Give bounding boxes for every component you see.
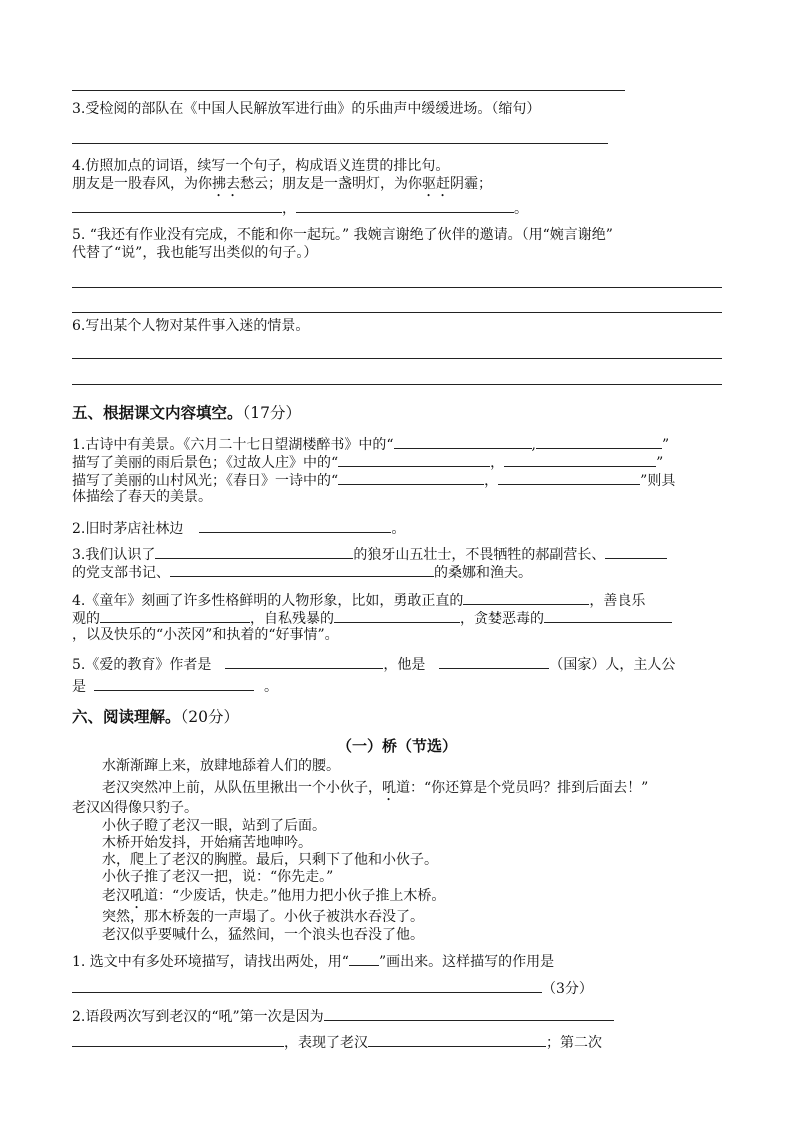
text: 的狼牙山五壮士，不畏牺牲的郝副营长、	[353, 547, 606, 563]
example-text: 朋友是一股春风，为你	[72, 176, 212, 192]
text: 1.古诗中有美景。《六月二十七日望湖楼醉书》中的“	[72, 437, 394, 453]
text: 2.语段两次写到老汉的“吼”第一次是因为	[72, 1009, 324, 1025]
text: 的桑娜和渔夫。	[434, 565, 532, 581]
passage-paragraph: 老汉似乎要喊什么，猛然间，一个浪头也吞没了他。	[102, 927, 424, 943]
section-title: 五、根据课文内容填空。	[72, 403, 243, 422]
s5-item4-line3: ，以及快乐的“小茨冈”和执着的“好事情”。	[72, 627, 339, 643]
s6-q2-line1	[72, 1006, 614, 1026]
q4-item6: 6.写出某个人物对某件事入迷的情景。	[72, 318, 310, 334]
text: ”画出来。这样描写的作用是	[378, 954, 555, 970]
answer-line[interactable]	[72, 143, 608, 144]
answer-blank[interactable]	[72, 1032, 284, 1047]
text: 5.《爱的教育》作者是	[72, 657, 212, 673]
passage-paragraph: 小伙子推了老汉一把，说：“你先走。”	[102, 869, 334, 885]
answer-blank[interactable]	[463, 590, 589, 605]
passage-paragraph: 水，爬上了老汉的胸膛。最后，只剩下了他和小伙子。	[102, 852, 438, 868]
text: 4.《童年》刻画了许多性格鲜明的人物形象，比如，勇敢正直的	[72, 593, 464, 609]
q4-item4-example	[72, 175, 492, 200]
answer-blank[interactable]	[94, 676, 254, 691]
text: 1. 选文中有多处环境描写，请找出两处，用“	[72, 954, 349, 970]
text: 是	[72, 679, 86, 695]
text: （国家）人，主人公	[549, 657, 676, 673]
s5-item3-line1	[72, 544, 667, 564]
q4-item5-line1: 5. “我还有作业没有完成，不能和你一起玩。” 我婉言谢绝了伙伴的邀请。（用“婉言谢绝”	[72, 227, 613, 243]
answer-blank[interactable]	[199, 518, 391, 533]
s6-q1-line2	[72, 978, 593, 998]
text: ”	[661, 437, 670, 453]
separator: 。	[514, 201, 528, 217]
s5-item3-line2	[72, 562, 532, 582]
s6-q1-line1	[72, 951, 554, 971]
example-text: 阴霾；	[450, 176, 492, 192]
s5-item1-line2	[72, 452, 663, 472]
q4-item5-line2: 代替了“说”，我也能写出类似的句子。）	[72, 245, 318, 261]
text: 观的	[72, 611, 100, 627]
section-points: （20分）	[180, 708, 239, 726]
text: ”则具	[640, 473, 676, 489]
passage-paragraph: 小伙子瞪了老汉一眼，站到了后面。	[102, 818, 326, 834]
answer-blank[interactable]	[605, 544, 667, 559]
dotted-word: 拂去	[212, 176, 240, 192]
text: 2.旧时茅店社林边	[72, 521, 184, 537]
s5-item2	[72, 518, 405, 538]
passage-paragraph: 老汉凶得像只豹子。	[72, 800, 198, 816]
text: 老汉突然冲上前，从队伍里揪出一个小伙子，	[102, 780, 382, 796]
text: 描写了美丽的山村风光；《春日》一诗中的“	[72, 473, 339, 489]
text: ，	[490, 455, 505, 471]
answer-blank[interactable]	[100, 608, 250, 623]
text: ，贪婪恶毒的	[460, 611, 544, 627]
text: 3.我们认识了	[72, 547, 156, 563]
answer-blank[interactable]	[225, 654, 383, 669]
text: 。	[391, 521, 406, 537]
passage-paragraph: 水渐渐蹿上来，放肆地舔着人们的腰。	[102, 758, 340, 774]
text: ，表现了老汉	[284, 1035, 368, 1051]
text: 。	[264, 679, 278, 695]
section-6-heading	[72, 707, 239, 727]
section-title: 六、阅读理解。	[72, 707, 181, 726]
text: 道：“少废话，快走。”他用力把小伙子推上木桥。	[144, 888, 446, 904]
answer-blank[interactable]	[504, 452, 656, 467]
answer-blank[interactable]	[334, 608, 460, 623]
answer-blank[interactable]	[72, 198, 282, 213]
q4-item4: 4.仿照加点的词语，续写一个句子，构成语义连贯的排比句。	[72, 158, 450, 174]
text: ，	[484, 473, 499, 489]
passage-title: （一）桥（节选）	[336, 737, 457, 755]
text: ；第二次	[546, 1035, 602, 1051]
s5-item1-line3	[72, 470, 675, 490]
answer-blank[interactable]	[368, 1032, 546, 1047]
text: 道：“你还算是个党员吗？排到后面去！”	[396, 780, 649, 796]
text: ,	[531, 437, 536, 453]
passage-paragraph: 突然，那木桥轰的一声塌了。小伙子被洪水吞没了。	[102, 909, 424, 925]
answer-blank[interactable]	[296, 198, 514, 213]
answer-blank[interactable]	[338, 470, 484, 485]
dotted-word: 驱赶	[422, 176, 450, 192]
q4-item3: 3.受检阅的部队在《中国人民解放军进行曲》的乐曲声中缓缓进场。（缩句）	[72, 101, 541, 117]
s6-q2-line2	[72, 1032, 602, 1052]
section-points: （17分）	[242, 404, 301, 422]
dotted-word: 吼	[382, 780, 396, 796]
text: ，善良乐	[589, 593, 646, 609]
text: 的党支部书记、	[72, 565, 170, 581]
answer-blank[interactable]	[536, 434, 662, 449]
s5-item1-line1	[72, 434, 669, 454]
q4-item4-answer	[72, 198, 528, 218]
s5-item5-line1	[72, 654, 675, 674]
text: 老汉	[102, 888, 130, 904]
separator: ，	[282, 201, 296, 217]
answer-blank[interactable]	[170, 562, 434, 577]
s5-item4-line1	[72, 590, 645, 610]
answer-line[interactable]	[72, 358, 722, 359]
answer-line[interactable]	[72, 287, 722, 288]
answer-line[interactable]	[72, 384, 722, 385]
score: （3分）	[542, 981, 593, 997]
section-5-heading	[72, 403, 301, 423]
s5-item4-line2	[72, 608, 672, 628]
answer-blank[interactable]	[394, 434, 532, 449]
answer-blank[interactable]	[324, 1006, 614, 1021]
underline-mark	[349, 951, 379, 966]
text: ，自私残暴的	[250, 611, 334, 627]
text: 描写了美丽的雨后景色；《过故人庄》中的“	[72, 455, 339, 471]
dotted-word: 吼	[130, 888, 144, 904]
answer-blank[interactable]	[155, 544, 353, 559]
answer-blank[interactable]	[72, 978, 542, 993]
answer-line[interactable]	[72, 312, 722, 313]
example-text: 愁云；朋友是一盏明灯，为你	[240, 176, 422, 192]
answer-blank[interactable]	[498, 470, 640, 485]
answer-blank[interactable]	[439, 654, 549, 669]
answer-line[interactable]	[72, 90, 625, 91]
s5-item5-line2	[72, 676, 278, 696]
s5-item1-line4: 体描绘了春天的美景。	[72, 489, 212, 505]
passage-paragraph: 木桥开始发抖，开始痛苦地呻吟。	[102, 835, 312, 851]
answer-blank[interactable]	[338, 452, 490, 467]
answer-blank[interactable]	[544, 608, 672, 623]
text: ”	[656, 455, 664, 471]
text: ，他是	[383, 657, 426, 673]
